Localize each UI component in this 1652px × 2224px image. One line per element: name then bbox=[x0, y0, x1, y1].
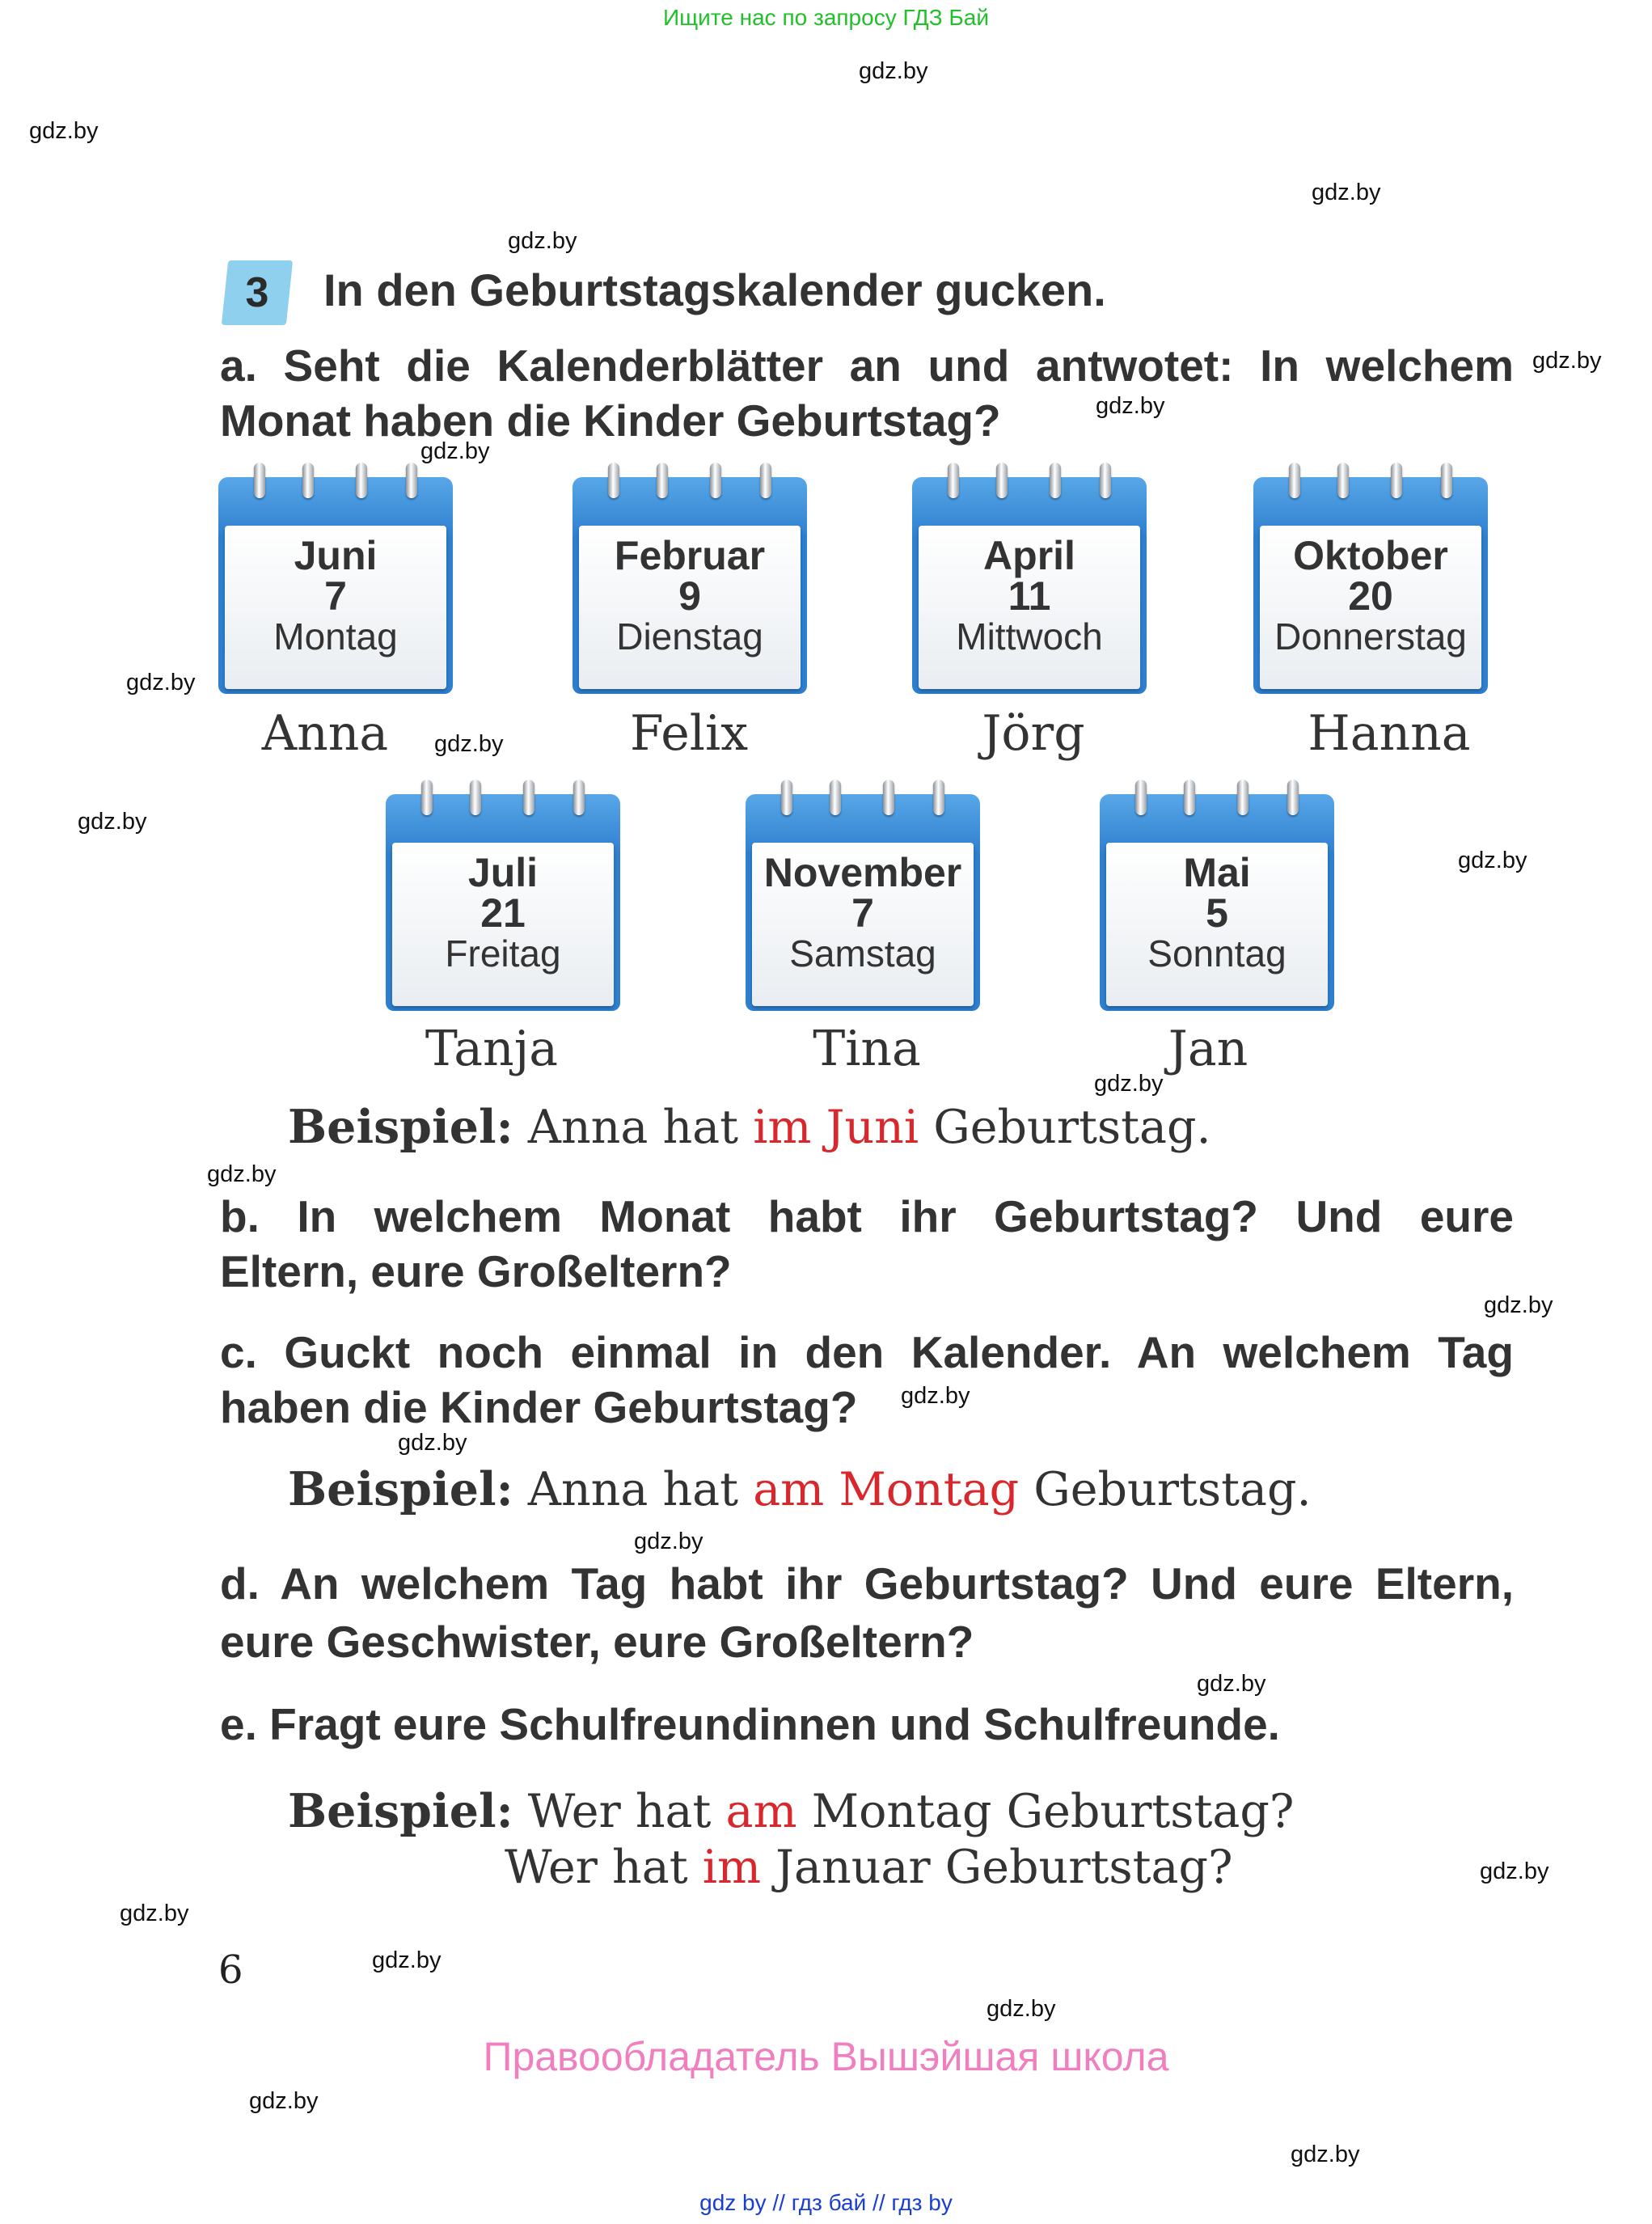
calendar-februar bbox=[572, 463, 807, 705]
calendar-weekday: Dienstag bbox=[616, 615, 763, 657]
watermark: gdz.by bbox=[1312, 180, 1381, 205]
example-c bbox=[288, 1462, 1312, 1516]
example-text: Januar Geburtstag? bbox=[775, 1841, 1233, 1894]
calendar-day: 5 bbox=[1206, 890, 1228, 936]
watermark: gdz.by bbox=[434, 731, 504, 757]
example-text: Geburtstag. bbox=[1033, 1463, 1312, 1516]
calendar-oktober bbox=[1253, 463, 1488, 705]
calendar-day: 7 bbox=[324, 573, 347, 619]
watermark: gdz.by bbox=[126, 670, 196, 696]
calendar-month: November bbox=[763, 850, 962, 895]
calendar-weekday: Sonntag bbox=[1147, 932, 1287, 975]
child-name: Anna bbox=[261, 705, 389, 762]
task-a-line2: Monat haben die Kinder Geburtstag? bbox=[220, 395, 1001, 446]
example-text: Wer hat bbox=[505, 1841, 688, 1894]
watermark: gdz.by bbox=[207, 1161, 277, 1187]
watermark: gdz.by bbox=[78, 809, 147, 835]
example-a bbox=[288, 1100, 1211, 1154]
child-name: Tanja bbox=[425, 1021, 559, 1077]
example-text: Anna hat bbox=[527, 1101, 739, 1154]
child-name: Jörg bbox=[982, 705, 1085, 762]
child-name: Tina bbox=[813, 1021, 921, 1077]
watermark: gdz.by bbox=[1532, 348, 1602, 374]
example-highlight: im Juni bbox=[753, 1101, 919, 1154]
calendar-weekday: Montag bbox=[273, 615, 398, 657]
calendar-november bbox=[746, 780, 980, 1022]
example-text: Anna hat bbox=[527, 1463, 739, 1516]
calendar-juli bbox=[386, 780, 620, 1022]
example-text: Wer hat bbox=[527, 1785, 712, 1838]
calendar-day: 21 bbox=[480, 890, 526, 936]
calendar-juni bbox=[218, 463, 453, 705]
watermark: gdz.by bbox=[120, 1901, 189, 1926]
task-b-line1: b. In welchem Monat habt ihr Geburtstag? Und eure bbox=[220, 1191, 1514, 1241]
watermark: gdz.by bbox=[1480, 1858, 1549, 1884]
page-number: 6 bbox=[218, 1947, 243, 1993]
rights-holder: Правообладатель Вышэйшая школа bbox=[483, 2034, 1169, 2079]
example-highlight: am Montag bbox=[753, 1463, 1020, 1516]
calendar-april bbox=[912, 463, 1147, 705]
calendar-month: Mai bbox=[1183, 850, 1251, 895]
calendar-mai bbox=[1100, 780, 1334, 1022]
child-name: Felix bbox=[629, 705, 749, 762]
example-highlight: im bbox=[702, 1841, 762, 1894]
watermark: gdz.by bbox=[1094, 1071, 1164, 1097]
task-e-line1: e. Fragt eure Schulfreundinnen und Schulfreunde. bbox=[220, 1699, 1280, 1749]
task-b-line2: Eltern, eure Großeltern? bbox=[220, 1246, 732, 1296]
watermark: gdz.by bbox=[29, 118, 99, 144]
task-a-line1: a. Seht die Kalenderblätter an und antwotet: In welchem bbox=[220, 340, 1514, 391]
watermark: gdz.by bbox=[372, 1947, 442, 1973]
child-name: Hanna bbox=[1308, 705, 1471, 762]
watermark: gdz.by bbox=[901, 1383, 970, 1409]
watermark: gdz.by bbox=[420, 438, 490, 464]
example-e-line2 bbox=[505, 1841, 1233, 1894]
calendar-day: 20 bbox=[1348, 573, 1393, 619]
example-text: Geburtstag. bbox=[933, 1101, 1211, 1154]
calendar-weekday: Donnerstag bbox=[1274, 615, 1467, 657]
example-label: Beispiel: bbox=[288, 1784, 513, 1838]
watermark: gdz.by bbox=[1291, 2142, 1360, 2167]
watermark: gdz.by bbox=[859, 58, 928, 84]
example-text: Montag Geburtstag? bbox=[811, 1785, 1295, 1838]
calendar-month: Juni bbox=[294, 533, 378, 578]
watermark: gdz.by bbox=[1484, 1292, 1553, 1318]
watermark: gdz.by bbox=[1458, 848, 1527, 873]
example-e-line1 bbox=[288, 1784, 1294, 1838]
calendar-day: 9 bbox=[678, 573, 701, 619]
child-name: Jan bbox=[1168, 1021, 1249, 1077]
watermark: gdz.by bbox=[1197, 1671, 1266, 1697]
task-c-line2: haben die Kinder Geburtstag? bbox=[220, 1382, 858, 1432]
calendar-day: 11 bbox=[1008, 573, 1051, 619]
watermark: gdz.by bbox=[987, 1996, 1056, 2022]
task-d-line1: d. An welchem Tag habt ihr Geburtstag? Und eure Eltern, bbox=[220, 1558, 1514, 1609]
calendar-weekday: Mittwoch bbox=[956, 615, 1103, 657]
calendar-day: 7 bbox=[851, 890, 874, 936]
calendar-month: Februar bbox=[614, 533, 766, 578]
calendar-month: Juli bbox=[467, 850, 539, 895]
watermark: gdz.by bbox=[634, 1528, 703, 1554]
calendar-month: April bbox=[983, 533, 1075, 578]
footer-links: gdz by // гдз бай // гдз by bbox=[699, 2190, 953, 2215]
task-c-line1: c. Guckt noch einmal in den Kalender. An welchem Tag bbox=[220, 1327, 1514, 1377]
task-d-line2: eure Geschwister, eure Großeltern? bbox=[220, 1617, 974, 1667]
calendar-weekday: Freitag bbox=[445, 932, 561, 975]
watermark: gdz.by bbox=[398, 1430, 467, 1456]
example-label: Beispiel: bbox=[288, 1462, 513, 1516]
exercise-number: 3 bbox=[245, 269, 269, 316]
example-highlight: am bbox=[725, 1785, 797, 1838]
watermark: gdz.by bbox=[1096, 393, 1165, 419]
exercise-title: In den Geburtstagskalender gucken. bbox=[323, 264, 1106, 315]
top-banner: Ищите нас по запросу ГДЗ Бай bbox=[662, 5, 990, 30]
example-label: Beispiel: bbox=[288, 1100, 513, 1154]
calendar-month: Oktober bbox=[1293, 533, 1448, 578]
watermark: gdz.by bbox=[249, 2088, 319, 2114]
watermark: gdz.by bbox=[508, 228, 577, 254]
exercise-number-badge bbox=[225, 260, 289, 325]
calendar-weekday: Samstag bbox=[789, 932, 936, 975]
